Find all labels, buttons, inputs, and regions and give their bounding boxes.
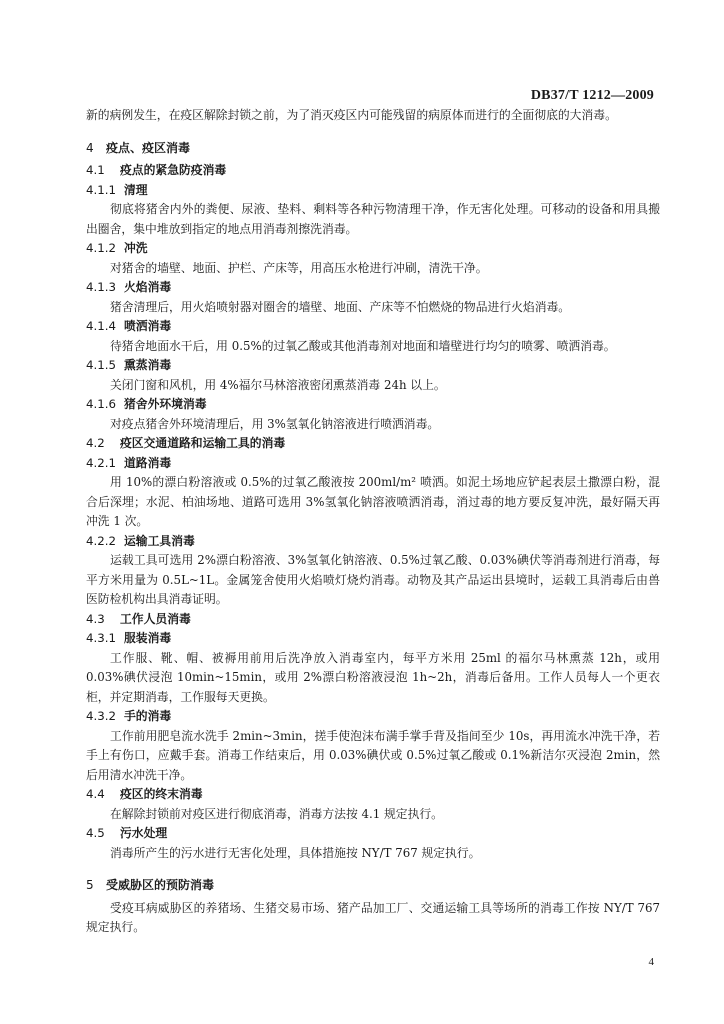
- clause-heading-4-1-6: [86, 395, 660, 415]
- continuation-paragraph: 新的病例发生，在疫区解除封锁之前，为了消灭疫区内可能残留的病原体而进行的全面彻底的大消毒。: [86, 108, 617, 122]
- subsection-number: 4.5: [86, 826, 105, 840]
- clause-text-4-2-2: 运载工具可选用 2%漂白粉溶液、3%氢氧化钠溶液、0.5%过氧乙酸、0.03%碘伏等消毒剂进行消毒，每平方米用量为 0.5L~1L。金属笼舍使用火焰喷灯烧灼消毒。动物及其产品运出县境时，运载工具消毒后由兽医防检机构出具消毒证明。: [86, 553, 660, 606]
- subsection-title: 污水处理: [120, 826, 168, 840]
- clause-title: 服装消毒: [124, 631, 172, 645]
- clause-heading-4-3-2: [86, 707, 660, 727]
- section-heading-4: [86, 139, 660, 159]
- subsection-title: 疫点的紧急防疫消毒: [120, 163, 227, 177]
- clause-number: 4.3.1: [86, 631, 117, 645]
- subsection-number: 4.4: [86, 787, 105, 801]
- clause-text-4-1-4: 待猪舍地面水干后，用 0.5%的过氧乙酸或其他消毒剂对地面和墙壁进行均匀的喷雾、喷洒消毒。: [110, 338, 616, 353]
- subsection-heading-4-1: [86, 161, 660, 181]
- subsection-title: 疫区的终末消毒: [120, 787, 203, 801]
- clause-number: 4.2.1: [86, 455, 117, 470]
- page-number: 4: [648, 956, 654, 968]
- clause-number: 4.1.2: [86, 241, 117, 255]
- clause-heading-4-1-1: [86, 181, 660, 201]
- clause-heading-4-2-1: [86, 454, 660, 474]
- section-number: 4: [86, 140, 94, 155]
- clause-heading-4-3-1: [86, 629, 660, 649]
- clause-text-4-3-1: 工作服、靴、帽、被褥用前用后洗净放入消毒室内，每平方米用 25ml 的福尔马林熏蒸 12h，或用 0.03%碘伏浸泡 10min~15min，或用 2%漂白粉溶液浸泡 1h~2h，消毒后备用。工作人员每人一个更衣柜，并定期消毒，工作服每天更换。: [86, 650, 660, 704]
- standard-code: DB37/T 1212—2009: [530, 88, 654, 103]
- subsection-title: 工作人员消毒: [120, 611, 191, 626]
- clause-text-4-1-6: 对疫点猪舍外环境清理后，用 3%氢氧化钠溶液进行喷洒消毒。: [110, 416, 440, 431]
- clause-heading-4-1-5: [86, 356, 660, 376]
- clause-text-4-3-2: 工作前用肥皂流水洗手 2min~3min，搓手使泡沫布满手掌手背及指间至少 10s，再用流水冲洗干净，若手上有伤口，应戴手套。消毒工作结束后，用 0.03%碘伏或 0.5%过氧乙酸或 0.1%新洁尔灭浸泡 2min，然后用清水冲洗干净。: [86, 728, 660, 782]
- clause-title: 运输工具消毒: [124, 533, 195, 548]
- clause-title: 火焰消毒: [124, 280, 172, 294]
- clause-title: 清理: [124, 182, 148, 197]
- clause-heading-4-1-3: [86, 278, 660, 298]
- subsection-heading-4-2: [86, 434, 660, 454]
- subsection-number: 4.3: [86, 611, 105, 626]
- section-text-5: 受疫耳病威胁区的养猪场、生猪交易市场、猪产品加工厂、交通运输工具等场所的消毒工作按 NY/T 767 规定执行。: [86, 900, 660, 934]
- clause-text-4-2-1: 用 10%的漂白粉溶液或 0.5%的过氧乙酸液按 200ml/m² 喷洒。如泥土场地应铲起表层土撒漂白粉，混合后深埋；水泥、柏油场地、道路可选用 3%氢氧化钠溶液喷洒消毒，消过毒的地方要反复冲洗，最好隔天再冲洗 1 次。: [86, 475, 660, 528]
- subsection-heading-4-4: [86, 785, 660, 805]
- document-body: [86, 106, 660, 938]
- clause-title: 手的消毒: [124, 709, 172, 723]
- subsection-number: 4.2: [86, 436, 105, 450]
- clause-text-4-1-2: 对猪舍的墙壁、地面、护栏、产床等，用高压水枪进行冲刷，清洗干净。: [110, 260, 488, 275]
- section-title: 疫点、疫区消毒: [106, 140, 191, 155]
- clause-heading-4-1-2: [86, 239, 660, 259]
- clause-text-4-1-5: 关闭门窗和风机，用 4%福尔马林溶液密闭熏蒸消毒 24h 以上。: [110, 377, 446, 392]
- section-heading-5: [86, 876, 660, 896]
- clause-title: 喷洒消毒: [124, 319, 172, 333]
- subsection-title: 疫区交通道路和运输工具的消毒: [120, 436, 286, 450]
- subsection-number: 4.1: [86, 163, 105, 177]
- clause-heading-4-2-2: [86, 532, 660, 552]
- clause-number: 4.1.6: [86, 397, 117, 411]
- clause-number: 4.1.1: [86, 182, 117, 197]
- subsection-heading-4-5: [86, 824, 660, 844]
- subsection-text-4-5: 消毒所产生的污水进行无害化处理，具体措施按 NY/T 767 规定执行。: [110, 845, 481, 860]
- subsection-heading-4-3: [86, 610, 660, 630]
- clause-title: 冲洗: [124, 241, 148, 255]
- clause-number: 4.2.2: [86, 533, 117, 548]
- section-number: 5: [86, 878, 94, 892]
- clause-title: 熏蒸消毒: [124, 358, 172, 372]
- clause-number: 4.1.5: [86, 358, 117, 372]
- clause-number: 4.1.4: [86, 319, 117, 333]
- clause-number: 4.3.2: [86, 709, 117, 723]
- clause-text-4-1-1: 彻底将猪舍内外的粪便、尿液、垫料、剩料等各种污物清理干净，作无害化处理。可移动的设备和用具搬出圈舍，集中堆放到指定的地点用消毒剂擦洗消毒。: [86, 202, 660, 236]
- clause-title: 道路消毒: [124, 455, 172, 470]
- subsection-text-4-4: 在解除封锁前对疫区进行彻底消毒，消毒方法按 4.1 规定执行。: [110, 806, 443, 821]
- clause-number: 4.1.3: [86, 280, 117, 294]
- section-title: 受威胁区的预防消毒: [106, 878, 215, 892]
- clause-heading-4-1-4: [86, 317, 660, 337]
- clause-text-4-1-3: 猪舍清理后，用火焰喷射器对圈舍的墙壁、地面、产床等不怕燃烧的物品进行火焰消毒。: [110, 299, 571, 314]
- clause-title: 猪舍外环境消毒: [124, 397, 207, 411]
